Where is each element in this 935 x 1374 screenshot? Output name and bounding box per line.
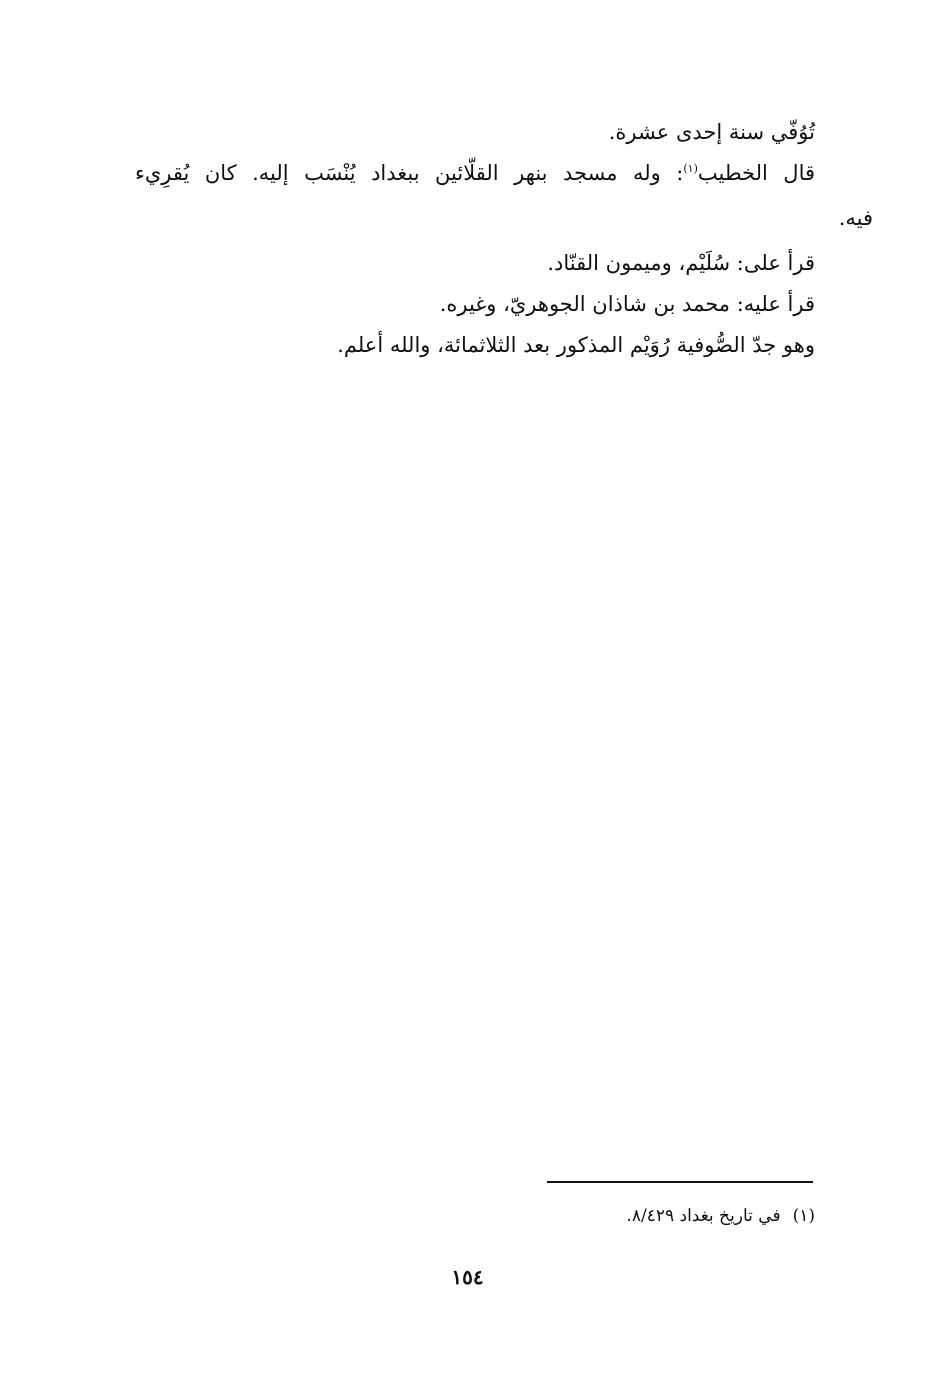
text-line-death-year: تُوُفّي سنة إحدى عشرة. [608, 120, 815, 144]
text-line-students: قرأ عليه: محمد بن شاذان الجوهريّ، وغيره. [439, 292, 815, 316]
khatib-quote-text: : وله مسجد بنهر القلّائين ببغداد يُنْسَب إليه. كان يُقرِيء [135, 161, 684, 185]
text-line-lineage: وهو جدّ الصُّوفية رُوَيْم المذكور بعد الثلاثمائة، والله أعلم. [337, 333, 815, 357]
footnote [315, 1202, 815, 1230]
khatib-label: قال الخطيب [697, 161, 816, 185]
footnote-divider [547, 1181, 813, 1183]
text-line-continuation: فيه. [838, 206, 873, 230]
footnote-marker: (١) [792, 1206, 815, 1226]
text-line-teachers: قرأ على: سُلَيْم، وميمون القنّاد. [547, 251, 815, 275]
page-number: ١٥٤ [451, 1265, 484, 1289]
footnote-text: في تاريخ بغداد ٨/٤٢٩. [626, 1206, 781, 1226]
text-line-khatib-quote [135, 153, 815, 194]
main-text-block [135, 112, 873, 366]
footnote-reference: (١) [683, 162, 698, 175]
